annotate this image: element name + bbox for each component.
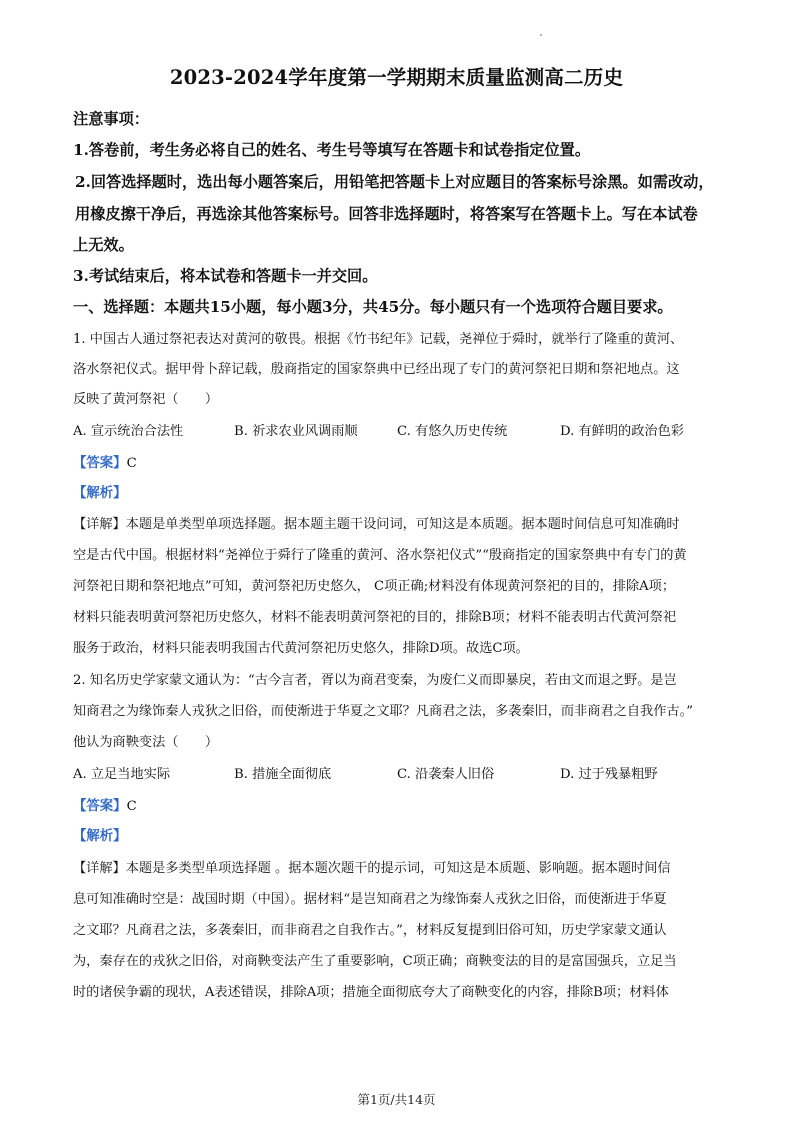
q1-detail-text-1: 本题是单类型单项选择题。据本题主题干设问词，可知这是本质题。据本题时间信息可知准确时 <box>125 517 680 532</box>
q1-stem-line-3: 反映了黄河祭祀（ ） <box>73 392 219 407</box>
q1-stem-line-1: 1. 中国古人通过祭祀表达对黄河的敬畏。根据《竹书纪年》记载，尧禅位于舜时，就举行了隆重的黄河、 <box>73 332 684 347</box>
q1-answer-tag: 【答案】 <box>73 455 127 471</box>
notice-heading: 注意事项： <box>73 110 149 128</box>
q1-option-b: B. 祈求农业风调雨顺 <box>234 424 358 439</box>
page-title: 2023-2024学年度第一学期期末质量监测高二历史 <box>169 66 624 89</box>
q1-detail-line-1 <box>73 513 680 532</box>
q2-detail-text-1: 本题是多类型单项选择题 。据本题次题干的提示词，可知这是本质题、影响题。据本题时间信 <box>125 861 671 876</box>
q1-analysis-tag: 【解析】 <box>73 485 127 501</box>
q2-detail-tag: 【详解】 <box>73 861 126 876</box>
q2-option-b: B. 措施全面彻底 <box>234 767 332 782</box>
q2-answer <box>73 795 137 814</box>
section-heading: 一、选择题：本题共15小题，每小题3分，共45分。每小题只有一个选项符合题目要求。 <box>73 298 673 316</box>
notice-item-2-line-3: 上无效。 <box>73 236 134 254</box>
page-footer: 第1页/共14页 <box>357 1092 436 1107</box>
q1-option-a: A. 宣示统治合法性 <box>73 424 184 439</box>
q2-option-c: C. 沿袭秦人旧俗 <box>397 767 495 782</box>
q2-option-d: D. 过于残暴粗野 <box>560 767 658 782</box>
notice-item-2-line-1: 2.回答选择题时，选出每小题答案后，用铅笔把答题卡上对应题目的答案标号涂黑。如需改动， <box>75 173 714 191</box>
q2-detail-line-1 <box>73 857 671 876</box>
q2-detail-line-4: 为，秦存在的戎狄之旧俗，对商鞅变法产生了重要影响，C项正确；商鞅变法的目的是富国强兵，立足当 <box>73 954 677 969</box>
q1-detail-line-5: 服务于政治，材料只能表明我国古代黄河祭祀历史悠久，排除D项。故选C项。 <box>73 641 529 656</box>
q1-detail-line-3: 河祭祀日期和祭祀地点”可知，黄河祭祀历史悠久， C项正确;材料没有体现黄河祭祀的目的，排除A项； <box>73 579 676 594</box>
q1-answer-value: C <box>126 456 137 471</box>
q2-detail-line-3: 之文耶？凡商君之法，多袭秦旧，而非商君之自我作古。”，材料反复提到旧俗可知，历史学家蒙文通认 <box>73 923 667 938</box>
q2-stem-line-1: 2. 知名历史学家蒙文通认为：“古今言者，胥以为商君变秦，为废仁义而即暴戾，若由文而退之野。是岂 <box>73 673 677 688</box>
notice-item-3: 3.考试结束后，将本试卷和答题卡一并交回。 <box>73 267 378 285</box>
scan-dot <box>540 34 542 36</box>
q1-option-c: C. 有悠久历史传统 <box>397 424 508 439</box>
notice-item-1: 1.答卷前，考生务必将自己的姓名、考生号等填写在答题卡和试卷指定位置。 <box>73 141 591 159</box>
q1-stem-line-2: 洛水祭祀仪式。据甲骨卜辞记载，殷商指定的国家祭典中已经出现了专门的黄河祭祀日期和祭祀地点。这 <box>73 362 680 377</box>
q2-analysis-tag: 【解析】 <box>73 828 127 844</box>
q1-detail-tag: 【详解】 <box>73 517 126 532</box>
q2-detail-line-2: 息可知准确时空是：战国时期（中国）。据材料“是岂知商君之为缘饰秦人戎狄之旧俗，而使渐进于华夏 <box>73 892 667 907</box>
q1-option-d: D. 有鲜明的政治色彩 <box>560 424 684 439</box>
q1-answer <box>73 452 137 471</box>
q2-stem-line-3: 他认为商鞅变法（ ） <box>73 735 219 750</box>
q2-answer-value: C <box>126 799 137 814</box>
notice-item-2-line-2: 用橡皮擦干净后，再选涂其他答案标号。回答非选择题时，将答案写在答题卡上。写在本试卷 <box>75 205 698 223</box>
q2-option-a: A. 立足当地实际 <box>73 767 171 782</box>
q1-detail-line-2: 空是古代中国。根据材料“尧禅位于舜行了隆重的黄河、洛水祭祀仪式”“殷商指定的国家祭典中有专门的黄 <box>73 548 687 563</box>
q2-answer-tag: 【答案】 <box>73 798 127 814</box>
q2-stem-line-2: 知商君之为缘饰秦人戎狄之旧俗，而使渐进于华夏之文耶？凡商君之法，多袭秦旧，而非商君之自我作古。” <box>73 704 693 719</box>
q1-detail-line-4: 材料只能表明黄河祭祀历史悠久，材料不能表明黄河祭祀的目的，排除B项；材料不能表明古代黄河祭祀 <box>73 610 677 625</box>
q2-detail-line-5: 时的诸侯争霸的现状，A表述错误，排除A项；措施全面彻底夸大了商鞅变化的内容，排除B项；材料体 <box>73 985 669 1000</box>
